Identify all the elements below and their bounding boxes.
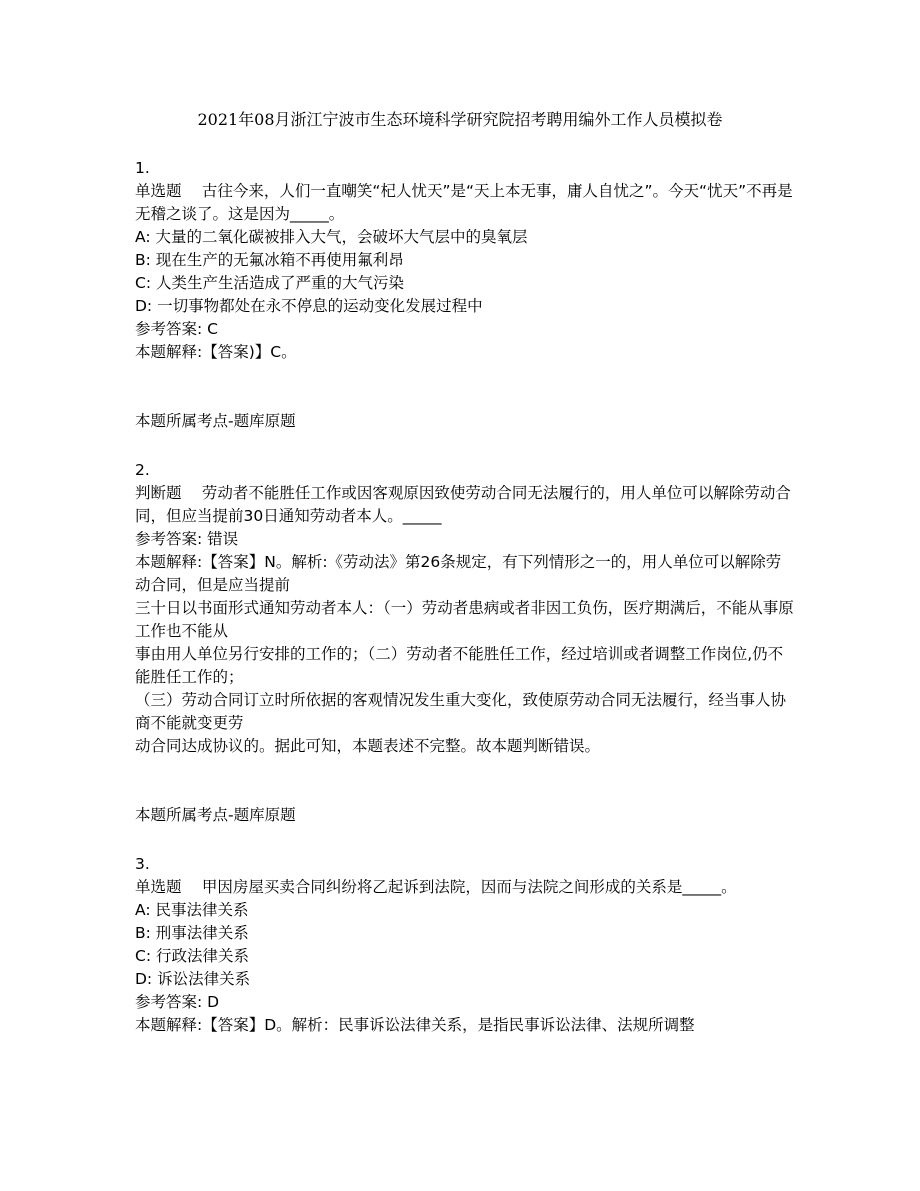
explanation-line: 本题解释:【答案)】C。 — [135, 343, 297, 361]
document-title: 2021年08月浙江宁波市生态环境科学研究院招考聘用编外工作人员模拟卷 — [197, 110, 723, 129]
question-block-2 — [135, 459, 795, 853]
explanation-line: 动合同达成协议的。据此可知，本题表述不完整。故本题判断错误。 — [135, 737, 601, 755]
explanation-line: 本题解释:【答案】D。解析：民事诉讼法律关系，是指民事诉讼法律、法规所调整 — [135, 1016, 695, 1034]
question-block-1 — [135, 157, 795, 459]
question-text: 单选题 古往今来，人们一直嘲笑“杞人忧天”是“天上本无事，庸人自忧之”。今天“忧天”不再是无稽之谈了。这是因为_____。 — [135, 182, 793, 223]
answer-line: 参考答案: 错误 — [135, 530, 239, 548]
document-body — [135, 157, 795, 1037]
question-block-3 — [135, 853, 795, 1037]
knowledge-point: 本题所属考点-题库原题 — [135, 412, 296, 430]
question-number: 3. — [135, 855, 150, 873]
option-d: D: 诉讼法律关系 — [135, 970, 251, 988]
answer-line: 参考答案: C — [135, 320, 218, 338]
explanation-line: 三十日以书面形式通知劳动者本人：（一）劳动者患病或者非因工负伤，医疗期满后，不能从事原工作也不能从 — [135, 599, 794, 640]
explanation-line: 本题解释:【答案】N。解析:《劳动法》第26条规定，有下列情形之一的，用人单位可以解除劳动合同，但是应当提前 — [135, 553, 782, 594]
answer-line: 参考答案: D — [135, 993, 220, 1011]
option-b: B: 刑事法律关系 — [135, 924, 249, 942]
question-number: 1. — [135, 159, 150, 177]
question-text: 单选题 甲因房屋买卖合同纠纷将乙起诉到法院，因而与法院之间形成的关系是_____。 — [135, 878, 737, 896]
option-b: B: 现在生产的无氟冰箱不再使用氟利昂 — [135, 251, 404, 269]
knowledge-point: 本题所属考点-题库原题 — [135, 806, 296, 824]
option-a: A: 民事法律关系 — [135, 901, 249, 919]
question-number: 2. — [135, 461, 150, 479]
explanation-line: （三）劳动合同订立时所依据的客观情况发生重大变化，致使原劳动合同无法履行，经当事人协商不能就变更劳 — [135, 691, 787, 732]
option-c: C: 人类生产生活造成了严重的大气污染 — [135, 274, 404, 292]
option-d: D: 一切事物都处在永不停息的运动变化发展过程中 — [135, 297, 483, 315]
option-c: C: 行政法律关系 — [135, 947, 249, 965]
explanation-line: 事由用人单位另行安排的工作的；（二）劳动者不能胜任工作，经过培训或者调整工作岗位,仍不能胜任工作的； — [135, 645, 784, 686]
question-text: 判断题 劳动者不能胜任工作或因客观原因致使劳动合同无法履行的，用人单位可以解除劳动合同，但应当提前30日通知劳动者本人。_____ — [135, 484, 791, 525]
option-a: A: 大量的二氧化碳被排入大气，会破坏大气层中的臭氧层 — [135, 228, 528, 246]
